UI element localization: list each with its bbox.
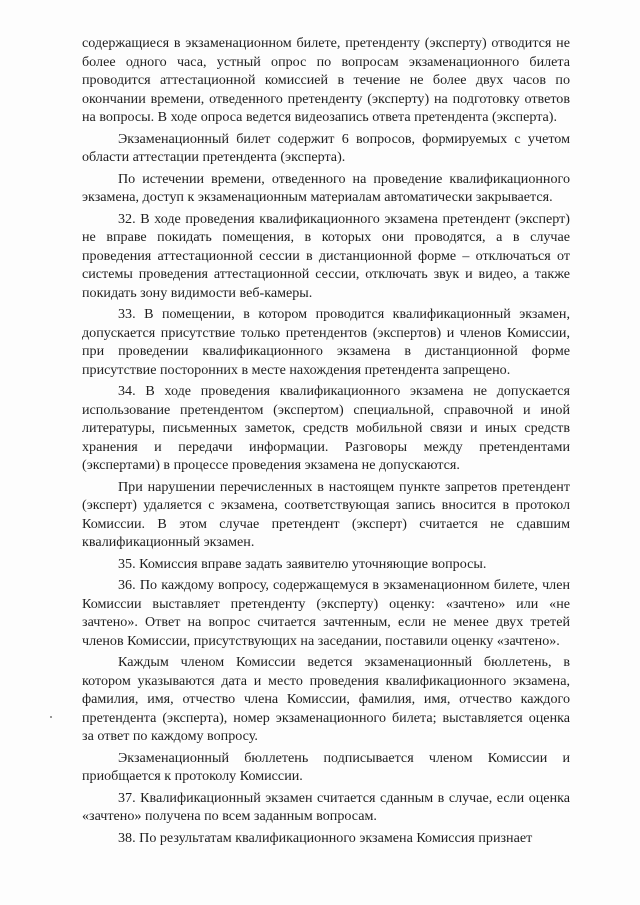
paragraph-item-32: 32. В ходе проведения квалификационного экзамена претендент (эксперт) не вправе покидать помещения, в которых они проводятся, а в случае проведения аттестационной сессии в дистанционной форме – отключаться от системы проведения аттестационной сессии, отключать звук и видео, а также покидать зону видимости веб-камеры. <box>82 210 570 301</box>
document-body <box>82 34 570 850</box>
paragraph-item-38: 38. По результатам квалификационного экзамена Комиссия признает <box>118 829 533 846</box>
paragraph: Экзаменационный билет содержит 6 вопросов, формируемых с учетом области аттестации претендента (эксперта). <box>82 130 570 165</box>
paragraph: По истечении времени, отведенного на проведение квалификационного экзамена, доступ к экзаменационным материалам автоматически закрывается. <box>82 170 570 205</box>
paragraph: При нарушении перечисленных в настоящем пункте запретов претендент (эксперт) удаляется с экзамена, соответствующая запись вносится в протокол Комиссии. В этом случае претендент (эксперт) считается не сдавшим квалификационный экзамен. <box>82 478 570 550</box>
scan-speck <box>50 716 52 718</box>
paragraph-item-35: 35. Комиссия вправе задать заявителю уточняющие вопросы. <box>118 555 487 572</box>
paragraph: Экзаменационный бюллетень подписывается членом Комиссии и приобщается к протоколу Комиссии. <box>82 749 570 784</box>
paragraph: Каждым членом Комиссии ведется экзаменационный бюллетень, в котором указываются дата и место проведения квалификационного экзамена, фамилия, имя, отчество члена Комиссии, фамилия, имя, отчество каждого претендента (эксперта), номер экзаменационного билета; выставляется оценка за ответ по каждому вопросу. <box>82 654 570 744</box>
paragraph-item-33: 33. В помещении, в котором проводится квалификационный экзамен, допускается присутствие только претендентов (экспертов) и членов Комиссии, при проведении квалификационного экзамена в дистанционной форме присутствие посторонних в месте нахождения претендента запрещено. <box>82 306 570 378</box>
paragraph-item-36: 36. По каждому вопросу, содержащемуся в экзаменационном билете, член Комиссии выставляет претенденту (эксперту) оценку: «зачтено» или «не зачтено». Ответ на вопрос считается зачтенным, если не менее двух третей членов Комиссии, присутствующих на заседании, поставили оценку «зачтено». <box>82 577 570 649</box>
paragraph-continuation: содержащиеся в экзаменационном билете, претенденту (эксперту) отводится не более одного часа, устный опрос по вопросам экзаменационного билета проводится аттестационной комиссией в течение не более двух часов по окончании времени, отведенного претенденту (эксперту) на подготовку ответов на вопросы. В ходе опроса ведется видеозапись ответа претендента (эксперта). <box>82 35 570 125</box>
paragraph-item-34: 34. В ходе проведения квалификационного экзамена не допускается использование претендентом (экспертом) специальной, справочной и иной литературы, письменных заметок, средств мобильной связи и иных средств хранения и передачи информации. Разговоры между претендентами (экспертами) в процессе проведения экзамена не допускаются. <box>82 383 570 473</box>
paragraph-item-37: 37. Квалификационный экзамен считается сданным в случае, если оценка «зачтено» получена по всем заданным вопросам. <box>82 789 570 824</box>
